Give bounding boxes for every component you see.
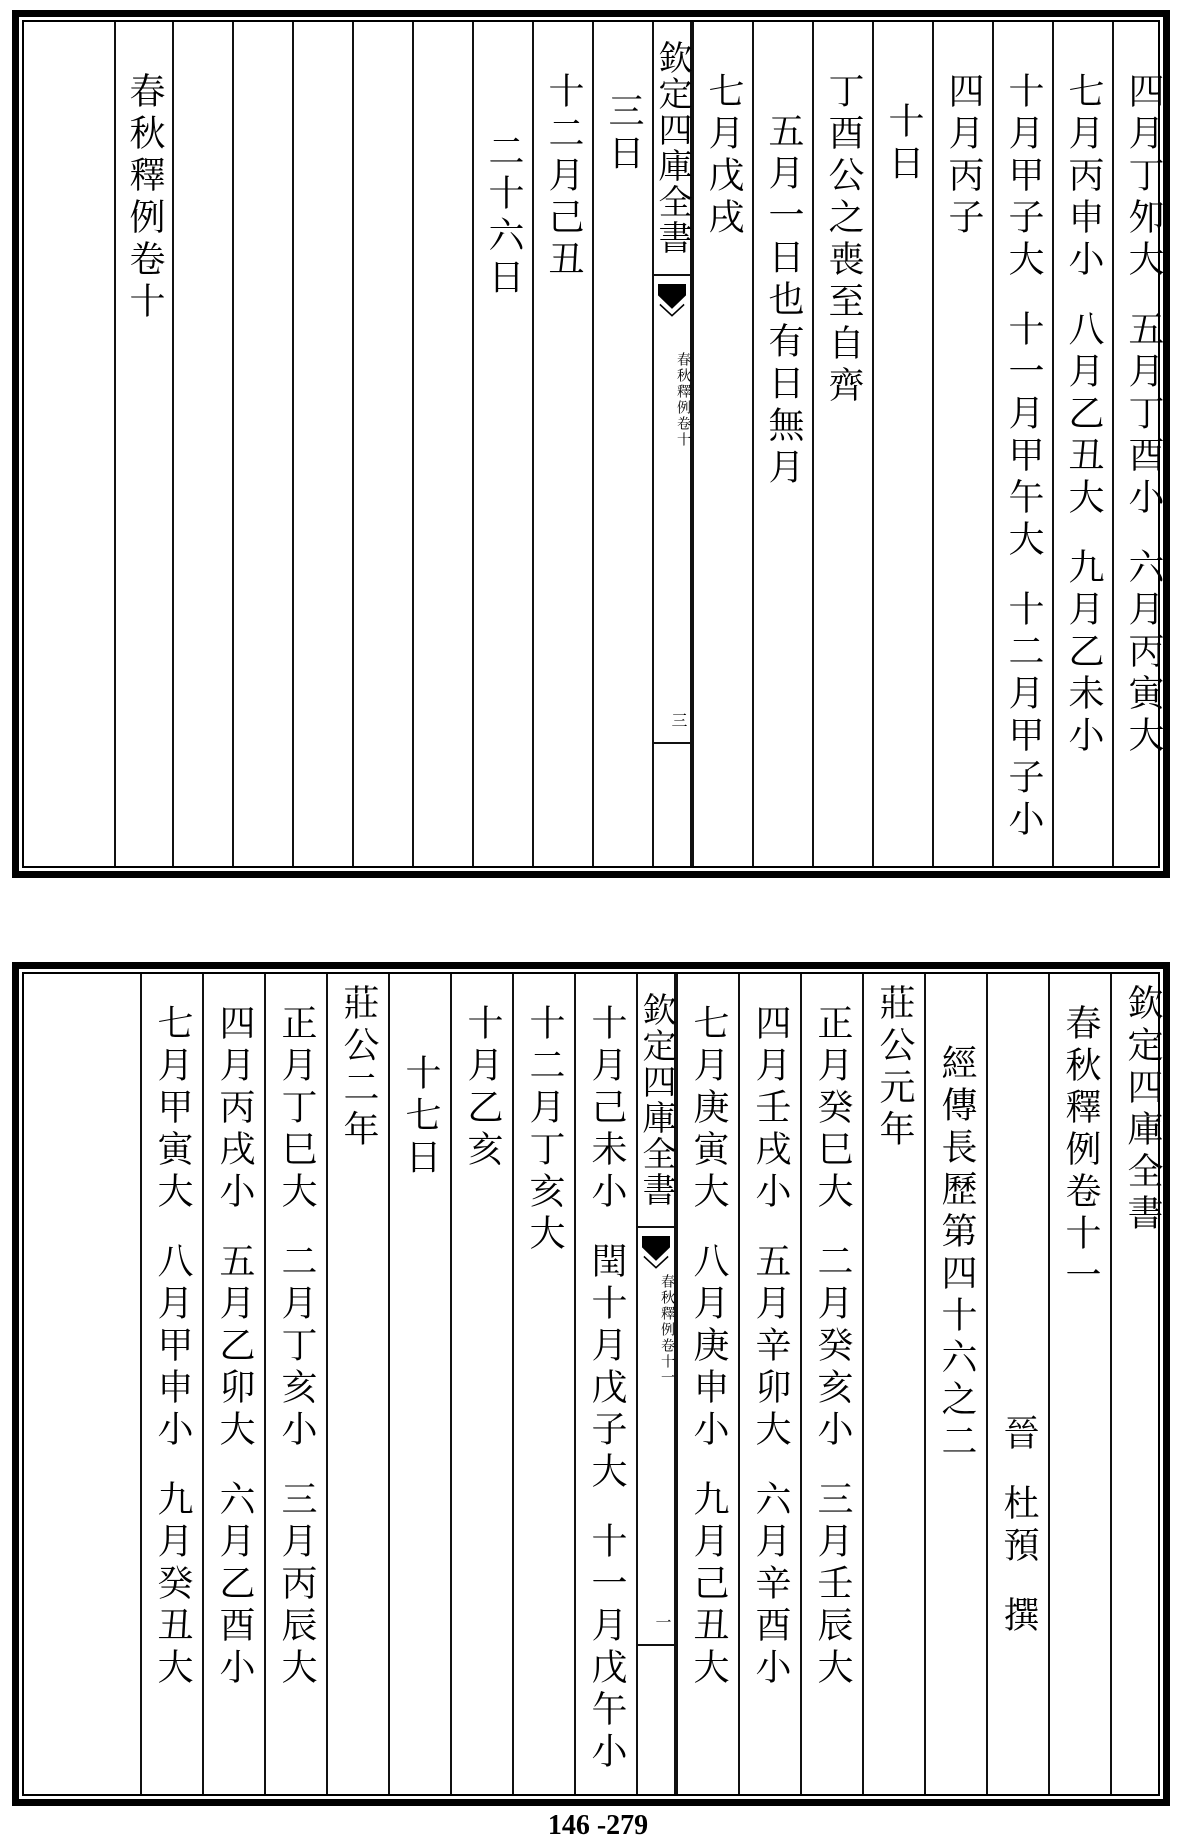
text-segment: 七月甲寅大 [152,1004,193,1214]
text-column [592,22,652,866]
top-page [12,10,1170,878]
text-column [512,974,574,1794]
column-text [142,974,202,1718]
text-segment: 十日 [883,102,924,186]
text-segment: 四月丙子 [943,72,984,240]
column-text [328,974,388,1180]
text-column [1112,22,1172,866]
text-segment: 春秋釋例卷十一 [1060,1004,1101,1298]
text-column [676,974,738,1794]
text-segment: 撰 [998,1596,1039,1638]
gutter-volume: 卷十 [675,416,691,448]
text-segment: 八月乙丑大 [1063,310,1104,520]
text-segment: 三日 [603,92,644,176]
column-text [934,22,992,268]
column-text [1114,22,1172,786]
gutter-book-info [638,1274,674,1386]
column-text [1054,22,1112,786]
gutter-rule [654,742,690,744]
column-text [988,974,1048,1666]
column-text [1050,974,1110,1326]
text-segment: 四月丁夘大 [1123,72,1164,282]
gutter-title: 欽定四庫全書 [638,974,674,1228]
gutter-rule [638,1644,674,1646]
column-text [802,974,862,1718]
text-column [202,974,264,1794]
text-column [532,22,592,866]
text-segment: 杜預 [998,1484,1039,1568]
column-text [994,22,1052,870]
text-segment: 閏十月戊子大 [586,1242,627,1494]
column-text [390,974,450,1208]
text-segment: 八月庚申小 [688,1242,729,1452]
fishtail-ornament [658,284,686,318]
text-segment: 莊公二年 [338,984,379,1152]
text-column [264,974,326,1794]
text-segment: 三月壬辰大 [812,1480,853,1690]
text-column [1052,22,1112,866]
column-text [294,22,352,90]
text-segment: 七月戊戌 [703,72,744,240]
text-segment: 四月丙戌小 [214,1004,255,1214]
text-segment: 十月甲子大 [1003,72,1044,282]
text-column [326,974,388,1794]
column-text [594,22,652,204]
column-text [354,22,412,90]
column-text [414,22,472,90]
gutter-folio-number: 三 [669,712,688,728]
column-text [452,974,512,1200]
text-segment: 六月丙寅大 [1123,548,1164,758]
text-column [872,22,932,866]
text-column [992,22,1052,866]
text-segment: 九月乙未小 [1063,548,1104,758]
text-column [812,22,872,866]
text-column [738,974,800,1794]
column-text [576,974,636,1802]
column-text [874,22,932,214]
text-column [862,974,924,1794]
text-column [692,22,752,866]
column-text [864,974,924,1180]
column-text [1112,974,1172,1264]
text-segment: 六月乙酉小 [214,1480,255,1690]
text-column [1110,974,1172,1794]
text-segment: 五月丁酉小 [1123,310,1164,520]
gutter-book-title: 春秋釋例 [659,1274,675,1338]
text-column [292,22,352,866]
text-segment: 八月甲申小 [152,1242,193,1452]
column-text [678,974,738,1718]
text-segment: 二月丁亥小 [276,1242,317,1452]
column-text [754,22,812,518]
text-segment: 十一月甲午大 [1003,310,1044,562]
text-segment: 五月辛卯大 [750,1242,791,1452]
text-segment: 正月癸巳大 [812,1004,853,1214]
text-segment: 五月乙卯大 [214,1242,255,1452]
text-column [172,22,232,866]
text-segment: 十一月戊午小 [586,1522,627,1774]
text-segment: 丁酉公之喪至自齊 [823,72,864,408]
gutter-folio-number: 一 [653,1614,672,1630]
bottom-page [12,962,1170,1806]
gutter-title: 欽定四庫全書 [654,22,690,276]
text-segment: 四月壬戌小 [750,1004,791,1214]
text-segment: 五月一日也有日無月 [763,112,804,490]
top-page-frame [22,20,1164,868]
text-column [352,22,412,866]
column-text [204,974,264,1718]
text-segment: 七月丙申小 [1063,72,1104,282]
text-segment: 十七日 [400,1054,441,1180]
text-segment: 二月癸亥小 [812,1242,853,1452]
text-segment: 二十六日 [483,132,524,300]
center-gutter [636,974,676,1794]
text-segment: 十月乙亥 [462,1004,503,1172]
gutter-book-info [654,352,690,448]
center-gutter [652,22,692,866]
fishtail-ornament [642,1236,670,1270]
text-column [924,974,986,1794]
text-column [114,22,172,866]
text-segment: 九月癸丑大 [152,1480,193,1690]
text-segment: 春秋釋例卷十 [124,72,165,324]
text-segment: 晉 [998,1414,1039,1456]
text-column [388,974,450,1794]
text-column [1048,974,1110,1794]
text-segment: 經傳長歷第四十六之二 [936,1044,977,1464]
text-segment: 九月己丑大 [688,1480,729,1690]
page-number: 146 -279 [547,1810,649,1841]
column-text [740,974,800,1718]
text-segment: 十二月丁亥大 [524,1004,565,1256]
text-column [574,974,636,1794]
text-segment: 莊公元年 [874,984,915,1152]
text-column [450,974,512,1794]
text-segment: 十二月甲子小 [1003,590,1044,842]
text-column [140,974,202,1794]
column-text [534,22,592,310]
gutter-book-title: 春秋釋例 [675,352,691,416]
text-segment: 十二月己丑 [543,72,584,282]
text-column [472,22,532,866]
text-segment: 三月丙辰大 [276,1480,317,1690]
text-column [232,22,292,866]
column-text [266,974,326,1718]
text-segment: 六月辛酉小 [750,1480,791,1690]
column-text [474,22,532,328]
text-segment: 七月庚寅大 [688,1004,729,1214]
column-text [694,22,752,268]
text-segment: 十月己未小 [586,1004,627,1214]
column-text [116,22,172,352]
column-text [814,22,872,436]
bottom-page-frame [22,972,1163,1796]
gutter-volume: 卷十一 [659,1338,675,1386]
text-column [800,974,862,1794]
text-segment: 欽定四庫全書 [1122,984,1163,1236]
text-column [986,974,1048,1794]
text-column [932,22,992,866]
column-text [514,974,574,1284]
text-column [752,22,812,866]
column-text [234,22,292,90]
column-text [926,974,986,1492]
column-text [174,22,232,90]
text-column [412,22,472,866]
text-segment: 正月丁巳大 [276,1004,317,1214]
